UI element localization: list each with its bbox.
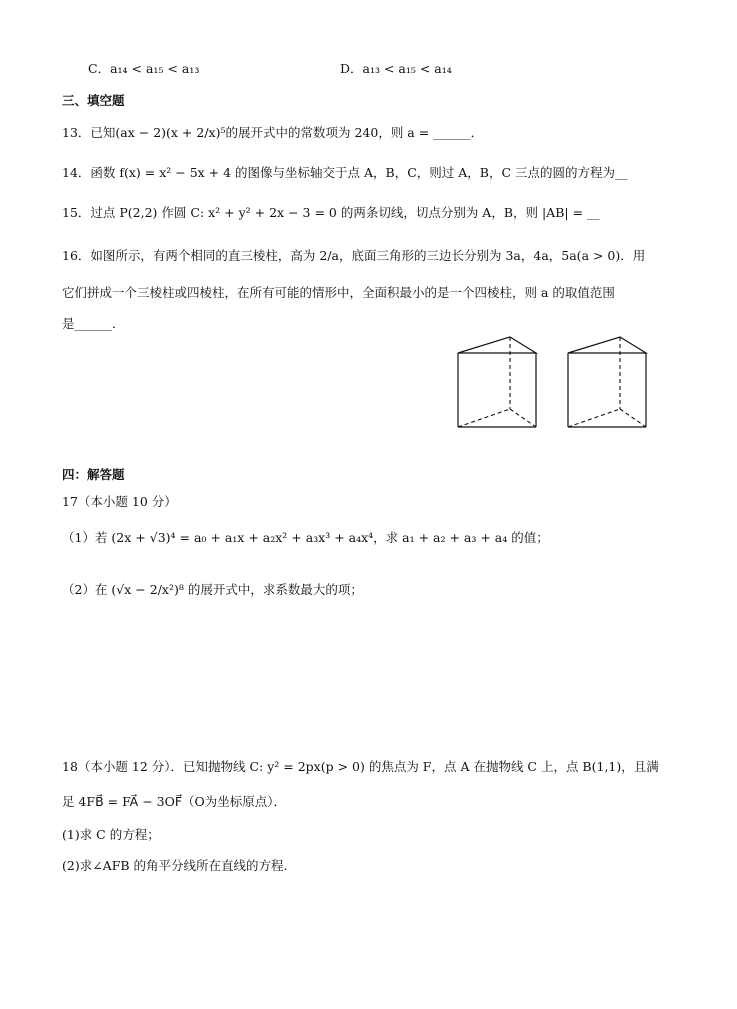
option-d: D．a₁₃ < a₁₅ < a₁₄ xyxy=(340,61,452,76)
question-17-part1: （1）若 (2x + √3)⁴ = a₀ + a₁x + a₂x² + a₃x³ + a₄x⁴，求 a₁ + a₂ + a₃ + a₄ 的值； xyxy=(62,530,549,545)
question-18-part1: (1)求 C 的方程； xyxy=(62,827,160,842)
question-17-header: 17（本小题 10 分） xyxy=(62,494,177,509)
question-17-part2: （2）在 (√x − 2/x²)⁸ 的展开式中，求系数最大的项； xyxy=(62,582,363,597)
section-4-title: 四：解答题 xyxy=(62,467,125,482)
question-14: 14．函数 f(x) = x² − 5x + 4 的图像与坐标轴交于点 A，B，C，则过 A，B，C 三点的圆的方程为__ xyxy=(62,165,628,180)
option-c: C．a₁₄ < a₁₅ < a₁₃ xyxy=(88,61,200,76)
question-16-line2: 它们拼成一个三棱柱或四棱柱，在所有可能的情形中，全面积最小的是一个四棱柱，则 a 的取值范围 xyxy=(62,285,615,300)
question-18-line2: 足 4FB⃗ = FA⃗ − 3OF⃗（O为坐标原点）． xyxy=(62,794,287,809)
question-18-line1: 18（本小题 12 分）．已知抛物线 C: y² = 2px(p > 0) 的焦点为 F，点 A 在抛物线 C 上，点 B(1,1)，且满 xyxy=(62,759,659,774)
question-18-part2: (2)求∠AFB 的角平分线所在直线的方程. xyxy=(62,858,288,873)
prism-figure-right xyxy=(565,334,649,430)
prism-figure-left xyxy=(455,334,539,430)
question-15: 15．过点 P(2,2) 作圆 C: x² + y² + 2x − 3 = 0 的两条切线，切点分别为 A，B，则 |AB| = __ xyxy=(62,205,600,220)
question-16-line1: 16．如图所示，有两个相同的直三棱柱，高为 2/a，底面三角形的三边长分别为 3a，4a，5a(a > 0)．用 xyxy=(62,248,646,263)
question-13: 13．已知(ax − 2)(x + 2/x)⁵的展开式中的常数项为 240，则 a = ______． xyxy=(62,125,484,140)
section-3-title: 三、填空题 xyxy=(62,93,125,108)
question-16-line3: 是______． xyxy=(62,316,125,331)
